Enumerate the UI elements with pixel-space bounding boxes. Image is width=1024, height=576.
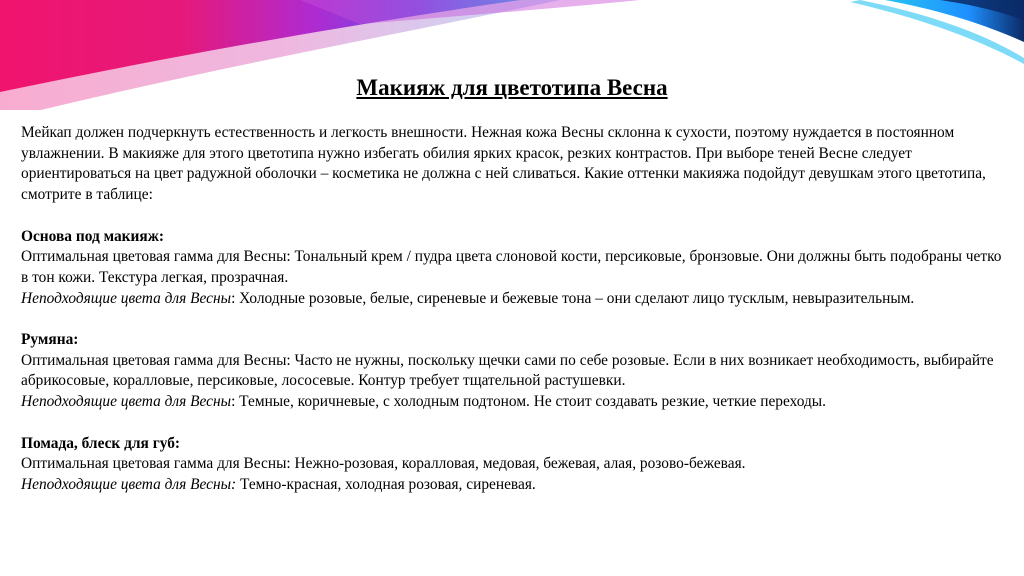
unsuitable-colors-label: Неподходящие цвета для Весны (21, 289, 232, 307)
optimal-colors-text: Оптимальная цветовая гамма для Весны: Часто не нужны, поскольку щечки сами по себе розовые. Если в них возникает необходимость, выбирайте абрикосовые, коралловые, персиковые, лососевые. Контур требует тщательной растушевки. (21, 351, 994, 390)
unsuitable-colors-label: Неподходящие цвета для Весны: (21, 475, 237, 493)
section-heading: Помада, блеск для губ: (21, 434, 181, 452)
section-lips (21, 434, 1006, 496)
unsuitable-colors-line (21, 475, 1006, 496)
unsuitable-colors-label: Неподходящие цвета для Весны (21, 393, 232, 411)
unsuitable-colors-text: : Темные, коричневые, с холодным подтоном. Не стоит создавать резкие, четкие переходы. (231, 393, 826, 411)
slide-body (21, 123, 1006, 496)
unsuitable-colors-text: Темно-красная, холодная розовая, сиреневая. (236, 475, 536, 493)
swoosh-top-line (300, 0, 640, 24)
swoosh-right-corner (850, 0, 1024, 64)
spacer (21, 309, 1006, 330)
section-heading: Румяна: (21, 331, 79, 348)
spacer (21, 206, 1006, 227)
slide-title: Макияж для цветотипа Весна (356, 75, 668, 100)
optimal-colors-text: Оптимальная цветовая гамма для Весны: Тональный крем / пудра цвета слоновой кости, персиковые, бронзовые. Они должны быть подобраны четко в тон кожи. Текстура легкая, прозрачная. (21, 248, 1002, 286)
section-blush (21, 330, 1006, 413)
unsuitable-colors-text: : Холодные розовые, белые, сиреневые и бежевые тона – они сделают лицо тусклым, невыразительным. (231, 289, 915, 307)
unsuitable-colors-line (21, 289, 1006, 310)
intro-paragraph: Мейкап должен подчеркнуть естественность и легкость внешности. Нежная кожа Весны склонна к сухости, поэтому нуждается в постоянном увлажнении. В макияже для этого цветотипа нужно избегать обилия ярких красок, резких контрастов. При выборе теней Весне следует ориентироваться на цвет радужной оболочки – косметика не должна с ней сливаться. Какие оттенки макияжа подойдут девушкам этого цветотипа, смотрите в таблице: (21, 124, 986, 204)
unsuitable-colors-line (21, 392, 1006, 413)
spacer (21, 413, 1006, 434)
section-heading: Основа под макияж: (21, 227, 165, 245)
optimal-colors-text: Оптимальная цветовая гамма для Весны: Нежно-розовая, коралловая, медовая, бежевая, алая, розово-бежевая. (21, 455, 746, 473)
section-foundation (21, 227, 1006, 310)
